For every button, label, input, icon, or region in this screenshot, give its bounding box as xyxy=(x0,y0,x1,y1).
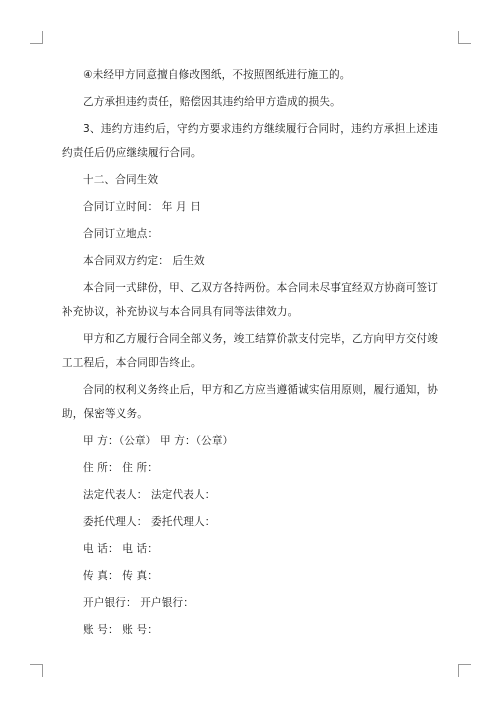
signature-fax: 传 真： 传 真： xyxy=(83,570,159,582)
paragraph-effective-condition: 本合同双方约定： 后生效 xyxy=(83,255,205,267)
paragraph-post-termination: 合同的权利义务终止后，甲方和乙方应当遵循诚实信用原则，履行通知，协助，保密等义务。 xyxy=(62,384,438,420)
paragraph-continue-performance: 3、违约方违约后，守约方要求违约方继续履行合同时，违约方承担上述违约责任后仍应继续履行合同。 xyxy=(62,123,438,159)
crop-mark-bottom-right xyxy=(458,664,471,677)
signature-address: 住 所： 住 所： xyxy=(83,462,159,474)
section-heading-effectiveness: 十二、合同生效 xyxy=(83,174,159,186)
paragraph-liability: 乙方承担违约责任，赔偿因其违约给甲方造成的损失。 xyxy=(83,96,341,108)
signature-authorized-agent: 委托代理人： 委托代理人： xyxy=(83,516,216,528)
paragraph-copies: 本合同一式肆份，甲、乙双方各持两份。本合同未尽事宜经双方协商可签订补充协议，补充协议与本合同具有同等法律效力。 xyxy=(62,282,438,318)
signature-bank: 开户银行： 开户银行： xyxy=(83,597,194,609)
paragraph-signing-place: 合同订立地点： xyxy=(83,228,159,240)
signature-party-a-seal: 甲 方：（公章） 甲 方：（公章） xyxy=(83,435,234,447)
signature-account: 账 号： 账 号： xyxy=(83,624,159,636)
signature-phone: 电 话： 电 话： xyxy=(83,543,159,555)
signature-legal-representative: 法定代表人： 法定代表人： xyxy=(83,489,216,501)
paragraph-signing-date: 合同订立时间： 年 月 日 xyxy=(83,201,201,213)
crop-mark-bottom-left xyxy=(30,664,43,677)
crop-mark-top-left xyxy=(30,31,43,44)
paragraph-breach-item-4: ④未经甲方同意擅自修改图纸，不按照图纸进行施工的。 xyxy=(83,69,351,81)
paragraph-termination: 甲方和乙方履行合同全部义务，竣工结算价款支付完毕，乙方向甲方交付竣工工程后，本合同即告终止。 xyxy=(62,333,438,369)
document-body xyxy=(62,63,438,642)
crop-mark-top-right xyxy=(458,31,471,44)
